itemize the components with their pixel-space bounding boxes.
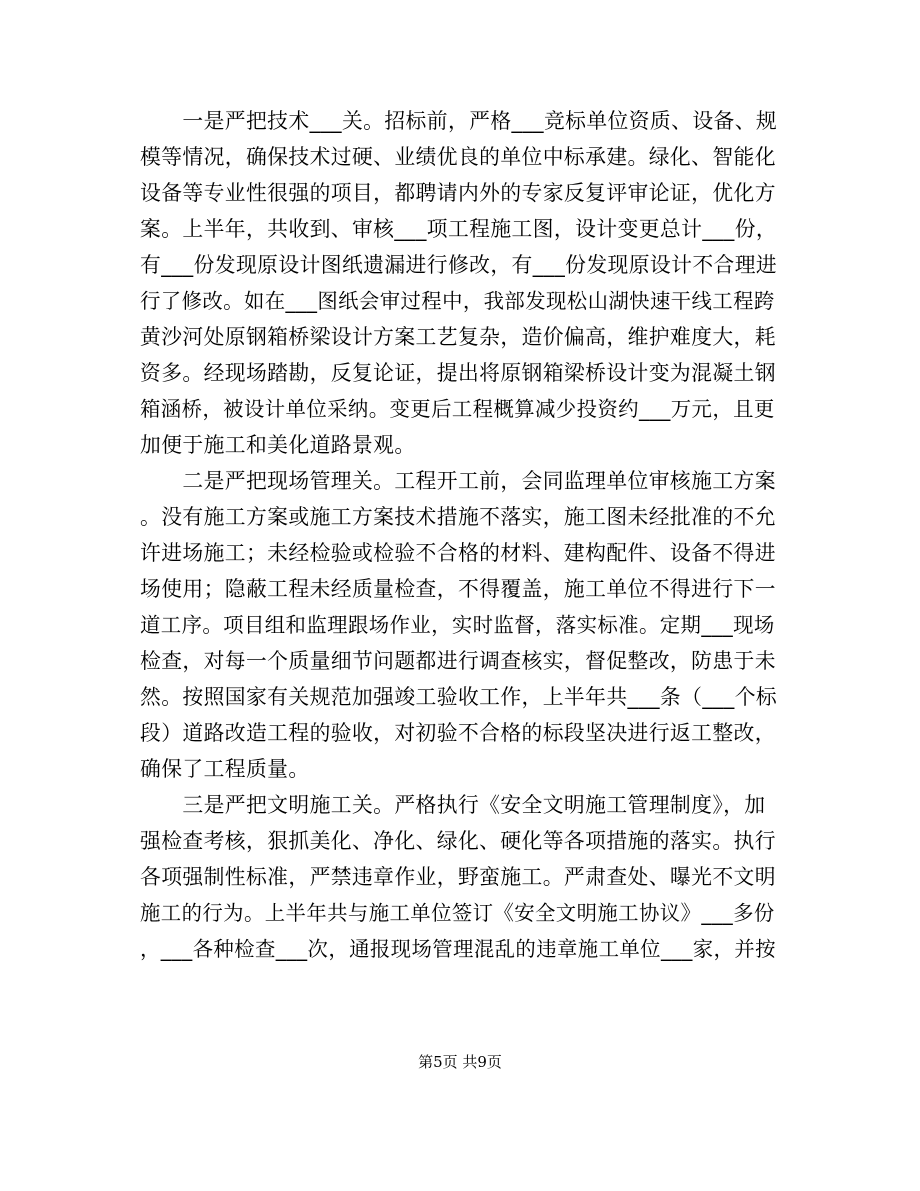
text-line-7: 黄沙河处原钢箱桥梁设计方案工艺复杂，造价偏高，维护难度大，耗 (140, 325, 776, 349)
text-line-17: 然。按照国家有关规范加强竣工验收工作，上半年共___条（___个标 (140, 685, 778, 709)
text-line-14: 场使用；隐蔽工程未经质量检查，不得覆盖，施工单位不得进行下一 (140, 577, 776, 601)
text-line-18: 段）道路改造工程的验收，对初验不合格的标段坚决进行返工整改， (140, 721, 776, 745)
text-line-19: 确保了工程质量。 (140, 757, 310, 781)
text-line-24: ，___各种检查___次，通报现场管理混乱的违章施工单位___家，并按 (140, 937, 776, 961)
text-line-1: 一是严把技术___关。招标前，严格___竞标单位资质、设备、规 (140, 109, 778, 133)
text-line-5: 有___份发现原设计图纸遗漏进行修改，有___份发现原设计不合理进 (140, 253, 778, 277)
text-line-16: 检查，对每一个质量细节问题都进行调查核实，督促整改，防患于未 (140, 649, 776, 673)
text-line-23: 施工的行为。上半年共与施工单位签订《安全文明施工协议》___多份 (140, 901, 775, 925)
text-line-12: 。没有施工方案或施工方案技术措施不落实，施工图未经批准的不允 (140, 505, 776, 529)
text-line-2: 模等情况，确保技术过硬、业绩优良的单位中标承建。绿化、智能化 (140, 145, 776, 169)
text-line-13: 许进场施工；未经检验或检验不合格的材料、建构配件、设备不得进 (140, 541, 776, 565)
page-number: 第5页 共9页 (418, 1053, 502, 1071)
text-line-20: 三是严把文明施工关。严格执行《安全文明施工管理制度》，加 (140, 793, 766, 817)
text-line-6: 行了修改。如在___图纸会审过程中，我部发现松山湖快速干线工程跨 (140, 289, 775, 313)
text-line-15: 道工序。项目组和监理跟场作业，实时监督，落实标准。定期___现场 (140, 613, 775, 637)
text-line-22: 各项强制性标准，严禁违章作业，野蛮施工。严肃查处、曝光不文明 (140, 865, 776, 889)
text-line-8: 资多。经现场踏勘，反复论证，提出将原钢箱梁桥设计变为混凝土钢 (140, 361, 776, 385)
text-line-11: 二是严把现场管理关。工程开工前，会同监理单位审核施工方案 (140, 469, 776, 493)
text-line-9: 箱涵桥，被设计单位采纳。变更后工程概算减少投资约___万元，且更 (140, 397, 775, 421)
text-line-10: 加便于施工和美化道路景观。 (140, 433, 416, 457)
text-line-21: 强检查考核，狠抓美化、净化、绿化、硬化等各项措施的落实。执行 (140, 829, 776, 853)
text-line-3: 设备等专业性很强的项目，都聘请内外的专家反复评审论证，优化方 (140, 181, 776, 205)
text-line-4: 案。上半年，共收到、审核___项工程施工图，设计变更总计___份， (140, 217, 778, 241)
